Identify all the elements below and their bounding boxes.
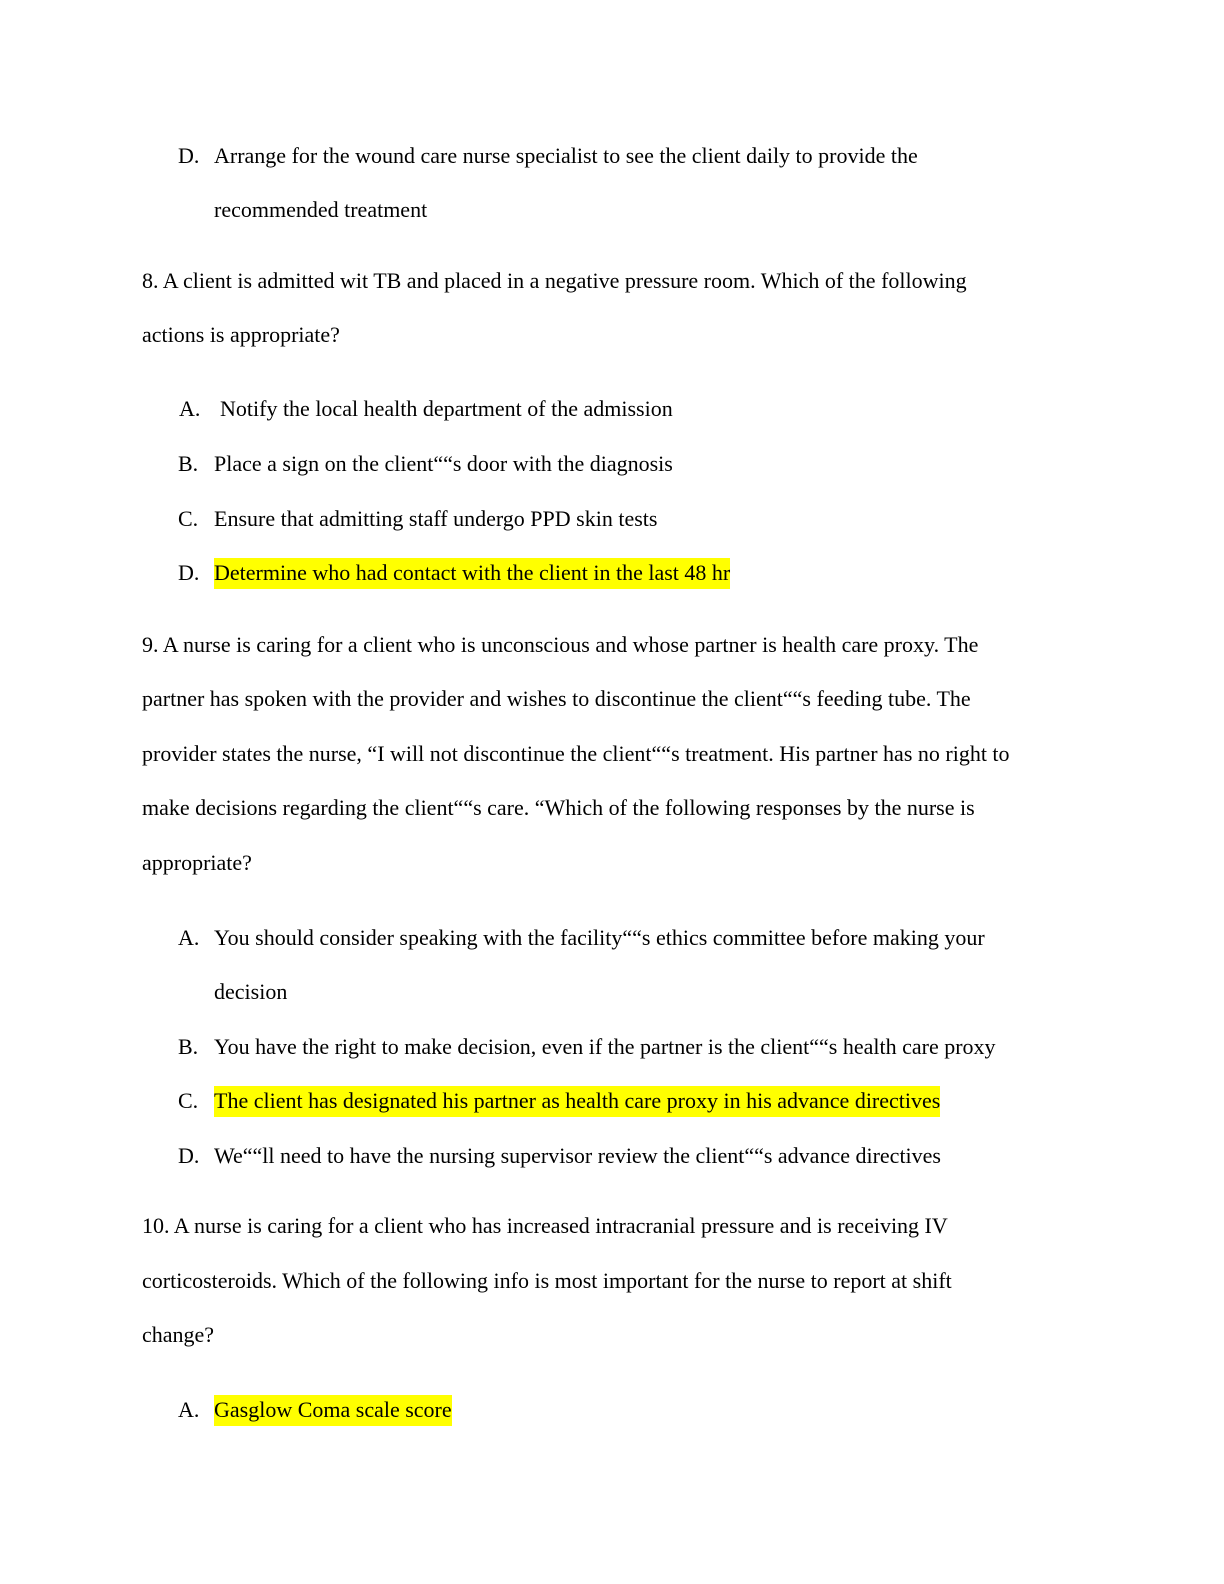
option-letter: B. bbox=[178, 1034, 199, 1059]
option-letter: D. bbox=[178, 143, 200, 168]
question-10-option-a-highlighted-answer: Gasglow Coma scale score bbox=[214, 1395, 452, 1426]
question-9-stem-continued: appropriate? bbox=[142, 850, 252, 875]
question-9-stem-continued: make decisions regarding the client““s care. “Which of the following responses by the nurse is bbox=[142, 795, 975, 820]
question-9-stem-continued: provider states the nurse, “I will not discontinue the client““s treatment. His partner has no right to bbox=[142, 741, 1010, 766]
option-letter: C. bbox=[178, 1088, 199, 1113]
question-8-option-a: Notify the local health department of the admission bbox=[220, 396, 673, 421]
option-letter: C. bbox=[178, 506, 199, 531]
question-9-option-d: We““ll need to have the nursing supervisor review the client““s advance directives bbox=[214, 1143, 941, 1168]
option-letter: D. bbox=[178, 1143, 200, 1168]
question-9-stem-continued: partner has spoken with the provider and wishes to discontinue the client““s feeding tube. The bbox=[142, 686, 971, 711]
option-letter: A. bbox=[178, 1397, 200, 1422]
question-10-stem-continued: change? bbox=[142, 1322, 215, 1347]
question-9-stem: 9. A nurse is caring for a client who is unconscious and whose partner is health care proxy. The bbox=[142, 632, 979, 657]
question-10-stem: 10. A nurse is caring for a client who has increased intracranial pressure and is receiving IV bbox=[142, 1213, 948, 1238]
option-letter: A. bbox=[179, 396, 201, 421]
question-8-option-d-highlighted-answer: Determine who had contact with the client in the last 48 hr bbox=[214, 558, 730, 589]
question-9-option-b: You have the right to make decision, even if the partner is the client““s health care proxy bbox=[214, 1034, 996, 1059]
option-letter: D. bbox=[178, 560, 200, 585]
question-9-option-c-highlighted-answer: The client has designated his partner as health care proxy in his advance directives bbox=[214, 1086, 940, 1117]
option-letter: B. bbox=[178, 451, 199, 476]
question-9-option-a: You should consider speaking with the facility““s ethics committee before making your bbox=[214, 925, 985, 950]
option-text-continued: recommended treatment bbox=[214, 197, 428, 222]
option-text: Arrange for the wound care nurse specialist to see the client daily to provide the bbox=[214, 143, 918, 168]
question-10-stem-continued: corticosteroids. Which of the following info is most important for the nurse to report at shift bbox=[142, 1268, 952, 1293]
option-letter: A. bbox=[178, 925, 200, 950]
question-8-stem: 8. A client is admitted wit TB and placed in a negative pressure room. Which of the following bbox=[142, 268, 967, 293]
question-8-stem-continued: actions is appropriate? bbox=[142, 322, 340, 347]
question-8-option-b: Place a sign on the client““s door with the diagnosis bbox=[214, 451, 673, 476]
question-8-option-c: Ensure that admitting staff undergo PPD skin tests bbox=[214, 506, 658, 531]
question-9-option-a-continued: decision bbox=[214, 979, 288, 1004]
